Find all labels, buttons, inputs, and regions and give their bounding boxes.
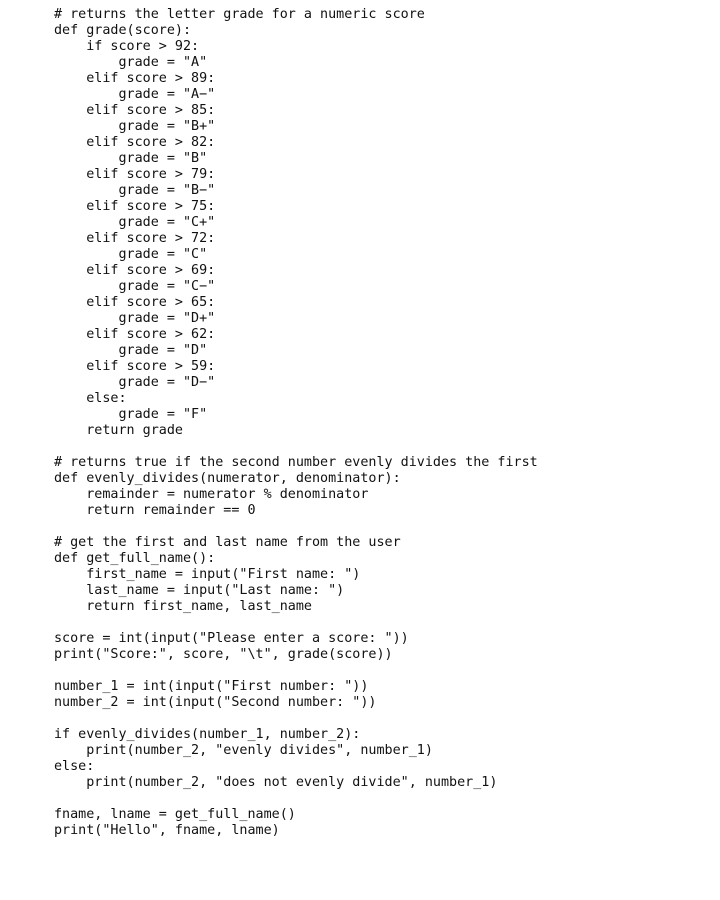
code-line: elif score > 65:	[54, 295, 216, 310]
code-line: elif score > 62:	[54, 327, 216, 342]
code-line: elif score > 75:	[54, 199, 216, 214]
code-line: grade = "C−"	[54, 279, 216, 294]
code-line: else:	[54, 759, 95, 774]
code-line	[54, 711, 538, 727]
code-line: elif score > 69:	[54, 263, 216, 278]
code-line: # returns the letter grade for a numeric score	[54, 7, 425, 22]
code-line: def evenly_divides(numerator, denominator):	[54, 471, 401, 486]
code-line: print(number_2, "evenly divides", number_1)	[54, 743, 433, 758]
code-line: first_name = input("First name: ")	[54, 567, 361, 582]
code-listing	[54, 7, 538, 855]
code-line	[54, 839, 538, 855]
code-line: print("Score:", score, "\t", grade(score))	[54, 647, 393, 662]
code-line: elif score > 82:	[54, 135, 216, 150]
code-line: if evenly_divides(number_1, number_2):	[54, 727, 361, 742]
code-line: remainder = numerator % denominator	[54, 487, 369, 502]
code-line: grade = "D+"	[54, 311, 216, 326]
code-line: if score > 92:	[54, 39, 200, 54]
code-line: # returns true if the second number evenly divides the first	[54, 455, 538, 470]
code-line: grade = "B"	[54, 151, 208, 166]
code-line	[54, 519, 538, 535]
code-line: elif score > 79:	[54, 167, 216, 182]
code-line: print(number_2, "does not evenly divide", number_1)	[54, 775, 498, 790]
code-line: score = int(input("Please enter a score: "))	[54, 631, 409, 646]
code-line: fname, lname = get_full_name()	[54, 807, 296, 822]
code-line: grade = "A−"	[54, 87, 216, 102]
code-line: elif score > 59:	[54, 359, 216, 374]
code-line: def grade(score):	[54, 23, 192, 38]
code-line	[54, 615, 538, 631]
code-line: print("Hello", fname, lname)	[54, 823, 280, 838]
code-line: grade = "D−"	[54, 375, 216, 390]
code-line: return remainder == 0	[54, 503, 256, 518]
code-line: grade = "C+"	[54, 215, 216, 230]
code-line: grade = "C"	[54, 247, 208, 262]
code-line: number_1 = int(input("First number: "))	[54, 679, 369, 694]
code-line: else:	[54, 391, 127, 406]
code-line: elif score > 72:	[54, 231, 216, 246]
code-line: def get_full_name():	[54, 551, 216, 566]
code-line: number_2 = int(input("Second number: "))	[54, 695, 377, 710]
code-line: return first_name, last_name	[54, 599, 312, 614]
code-line	[54, 791, 538, 807]
code-line: elif score > 85:	[54, 103, 216, 118]
code-line: grade = "F"	[54, 407, 208, 422]
code-line: # get the first and last name from the user	[54, 535, 401, 550]
code-line: grade = "A"	[54, 55, 208, 70]
code-line: return grade	[54, 423, 183, 438]
code-line	[54, 439, 538, 455]
code-line: elif score > 89:	[54, 71, 216, 86]
code-line: grade = "B+"	[54, 119, 216, 134]
code-line: grade = "D"	[54, 343, 208, 358]
code-line: last_name = input("Last name: ")	[54, 583, 345, 598]
code-line: grade = "B−"	[54, 183, 216, 198]
code-line	[54, 663, 538, 679]
